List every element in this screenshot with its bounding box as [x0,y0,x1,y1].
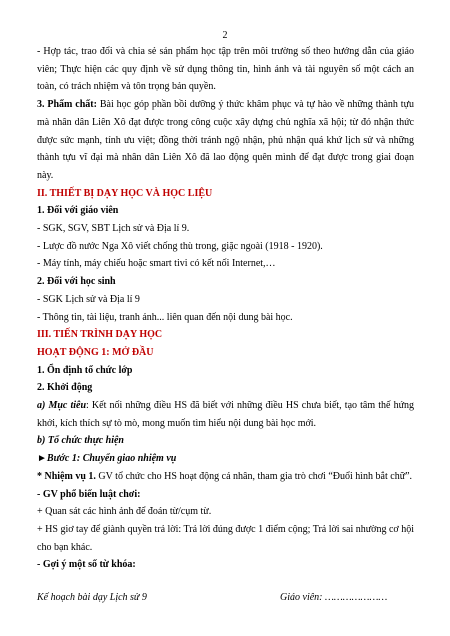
list-item: + Quan sát các hình ảnh để đoán từ/cụm từ. [37,506,212,518]
subheading: - GV phổ biến luật chơi: [37,488,141,500]
footer-right: Giáo viên: ………………… [280,592,388,603]
list-item: + HS giơ tay để giành quyền trả lời: Trả lời đúng được 1 điểm cộng; Trả lời sai nhường cơ hội cho bạn khác. [37,523,414,553]
paragraph: a) Mục tiêu: Kết nối những điều HS đã biết với những điều HS chưa biết, tạo tâm thế hứng khởi, kích thích sự tò mò, mong muốn tìm hiểu nội dung bài học mới. [37,400,414,429]
paragraph: * Nhiệm vụ 1. GV tổ chức cho HS hoạt động cá nhân, tham gia trò chơi “Đuổi hình bắt chữ”. [37,470,413,482]
subheading: 2. Đối với học sinh [37,276,116,288]
list-item: - Máy tính, máy chiếu hoặc smart tivi có kết nối Internet,… [37,258,276,270]
subheading: 2. Khởi động [37,382,93,394]
subheading: 1. Đối với giáo viên [37,205,119,217]
list-item: - Lược đồ nước Nga Xô viết chống thù trong, giặc ngoài (1918 - 1920). [37,240,323,252]
subheading: b) Tổ chức thực hiện [37,435,124,447]
section-heading: III. TIẾN TRÌNH DẠY HỌC [37,329,163,341]
page-footer [37,592,414,603]
subheading: 1. Ổn định tổ chức lớp [37,364,133,376]
activity-heading: HOẠT ĐỘNG 1: MỞ ĐẦU [37,346,154,358]
paragraph: 3. Phẩm chất: Bài học góp phần bồi dưỡng ý thức khâm phục và tự hào về những thành tựu mà nhân dân Liên Xô đạt được trong công cuộc xây dựng chủ nghĩa xã hội; từ đó nhận thức được sức mạnh, tính ưu việt; đồng thời tránh ngộ nhận, phủ nhận quá khứ lịch sử và những thành tựu vĩ đại mà nhân dân Liên Xô đã lao động quên mình để đạt được trong giai đoạn này. [37,99,414,181]
section-heading: II. THIẾT BỊ DẠY HỌC VÀ HỌC LIỆU [37,187,213,199]
document-body [37,43,414,574]
subheading: - Gợi ý một số từ khóa: [37,559,136,571]
page-number: 2 [222,30,228,41]
footer-left: Kế hoạch bài dạy Lịch sử 9 [37,592,147,603]
list-item: - Thông tin, tài liệu, tranh ảnh... liên quan đến nội dung bài học. [37,311,293,323]
list-item: - SGK, SGV, SBT Lịch sử và Địa lí 9. [37,223,190,235]
paragraph: - Hợp tác, trao đổi và chia sẻ sản phẩm học tập trên môi trường số theo hướng dẫn của giáo viên; Thực hiện các quy định về sử dụng thông tin, hình ảnh và tài nguyên số một cách an toàn, có trách nhiệm và tôn trọng bản quyền. [37,46,414,93]
list-item: - SGK Lịch sử và Địa lí 9 [37,293,140,305]
step-heading: ►Bước 1: Chuyển giao nhiệm vụ [37,453,177,465]
